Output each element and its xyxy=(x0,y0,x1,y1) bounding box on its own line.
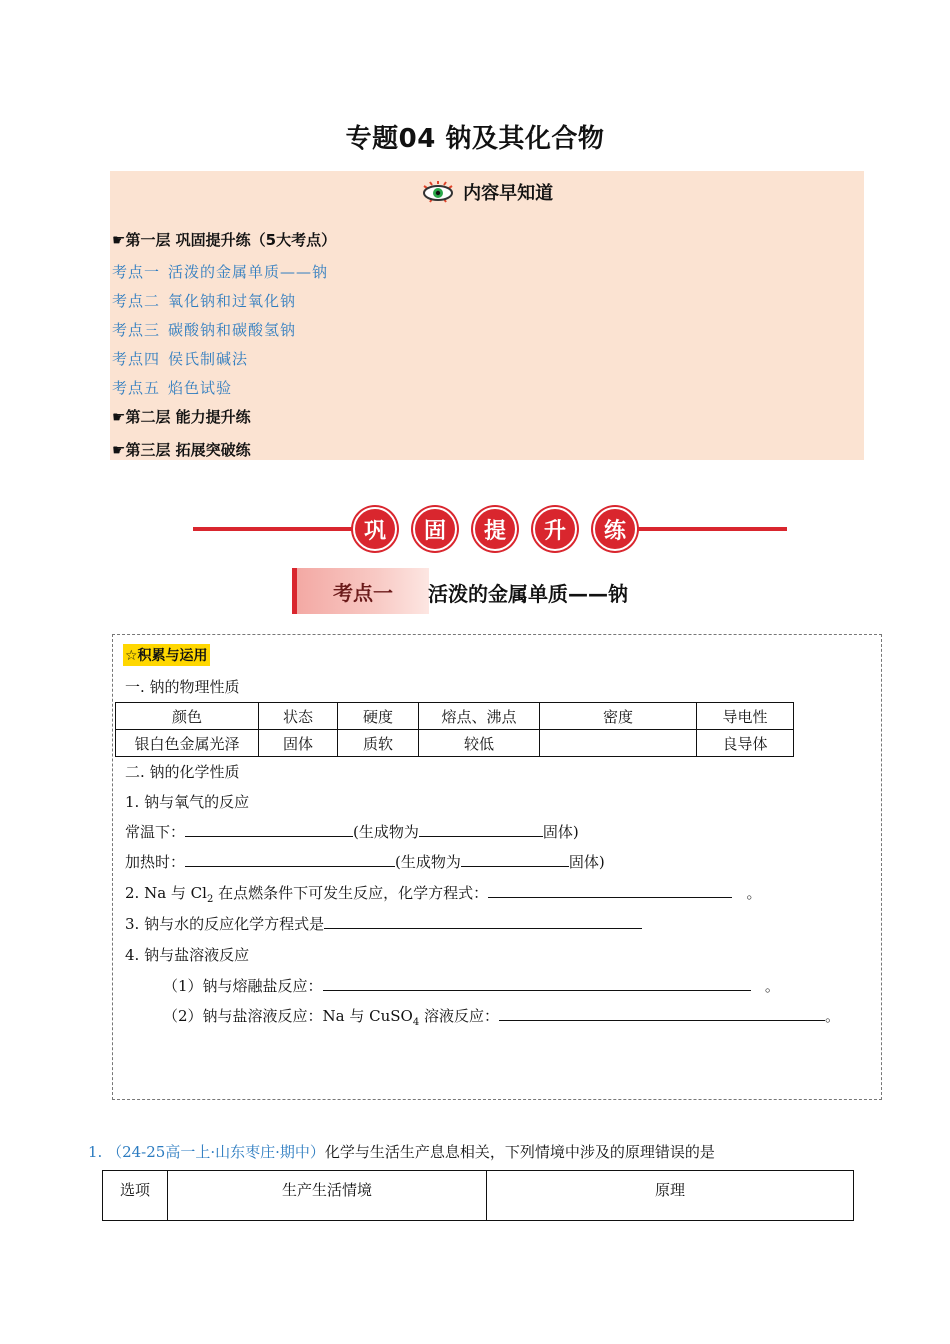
notes-line-1: 1. 钠与氧气的反应 xyxy=(125,793,250,811)
notes-line-chlorine: 2. Na 与 $Cl_2$ 在点燃条件下可发生反应，化学方程式： 。 xyxy=(125,884,762,905)
notes-heading-2: 二. 钠的化学性质 xyxy=(125,763,240,781)
banner-char: 升 xyxy=(533,507,577,551)
toc-item-4[interactable] xyxy=(112,348,256,369)
notes-tag: ☆积累与运用 xyxy=(123,644,210,666)
toc-label: 考点四 xyxy=(112,350,161,368)
notes-line-normal-temp: 常温下： (生成物为 固体) xyxy=(125,823,579,841)
toc-text: 氧化钠和过氧化钠 xyxy=(168,292,297,310)
fill-blank[interactable] xyxy=(185,821,353,837)
table-cell: 银白色金属光泽 xyxy=(116,730,259,757)
toc-text: 侯氏制碱法 xyxy=(168,350,249,368)
table-header: 生产生活情境 xyxy=(168,1171,487,1221)
table-cell: 固体 xyxy=(259,730,338,757)
section-banner xyxy=(193,507,787,551)
table-header: 密度 xyxy=(540,703,697,730)
banner-char: 固 xyxy=(413,507,457,551)
notes-line-heating: 加热时： (生成物为 固体) xyxy=(125,853,605,871)
table-header: 颜色 xyxy=(116,703,259,730)
toc-text: 活泼的金属单质——钠 xyxy=(168,263,329,281)
banner-chars xyxy=(353,507,637,551)
toc-text: 焰色试验 xyxy=(168,379,233,397)
table-header: 硬度 xyxy=(338,703,419,730)
banner-line-left xyxy=(193,527,358,531)
table-cell: 良导体 xyxy=(697,730,794,757)
table-cell: 质软 xyxy=(338,730,419,757)
section-label: 考点一 xyxy=(292,568,429,614)
notes-line-solution: （2）钠与盐溶液反应：Na 与 CuSO$_4$ 溶液反应： 。 xyxy=(163,1007,841,1028)
overview-box xyxy=(110,171,864,460)
toc-item-3[interactable] xyxy=(112,319,304,340)
question-source: （24-25高一上·山东枣庄·期中） xyxy=(107,1143,325,1161)
question-number: 1. xyxy=(88,1143,103,1161)
table-header: 导电性 xyxy=(697,703,794,730)
fill-blank[interactable] xyxy=(461,851,569,867)
banner-char: 提 xyxy=(473,507,517,551)
toc-item-5[interactable] xyxy=(112,377,240,398)
question-text: 化学与生活生产息息相关，下列情境中涉及的原理错误的是 xyxy=(324,1143,715,1161)
fill-blank[interactable] xyxy=(419,821,543,837)
toc-label: 考点二 xyxy=(112,292,161,310)
question-table xyxy=(102,1170,854,1221)
table-cell xyxy=(540,730,697,757)
fill-blank[interactable] xyxy=(488,882,732,898)
fill-blank[interactable] xyxy=(499,1005,825,1021)
table-header: 状态 xyxy=(259,703,338,730)
fill-blank[interactable] xyxy=(323,975,751,991)
notes-line-salt: 4. 钠与盐溶液反应 xyxy=(125,946,250,964)
table-header-row xyxy=(116,703,794,730)
overview-heading xyxy=(110,179,864,209)
toc-label: 考点三 xyxy=(112,321,161,339)
table-header: 原理 xyxy=(487,1171,854,1221)
banner-line-right xyxy=(621,527,787,531)
layer-3: ☛第三层 拓展突破练 xyxy=(112,441,251,459)
toc-item-2[interactable] xyxy=(112,290,304,311)
table-cell: 较低 xyxy=(419,730,540,757)
table-row xyxy=(116,730,794,757)
page-title: 专题04 钠及其化合物 xyxy=(345,124,605,154)
notes-line-water: 3. 钠与水的反应化学方程式是 xyxy=(125,913,642,934)
table-header-row xyxy=(103,1171,854,1221)
notes-heading-1: 一. 钠的物理性质 xyxy=(125,678,240,696)
toc-item-1[interactable] xyxy=(112,261,336,282)
property-table xyxy=(115,702,794,757)
fill-blank[interactable] xyxy=(185,851,395,867)
notes-line-molten: （1）钠与熔融盐反应： 。 xyxy=(163,977,780,995)
table-header: 熔点、沸点 xyxy=(419,703,540,730)
toc-label: 考点五 xyxy=(112,379,161,397)
eye-icon xyxy=(421,180,455,209)
layer-2: ☛第二层 能力提升练 xyxy=(112,408,251,426)
notes-box xyxy=(112,634,882,1100)
banner-char: 巩 xyxy=(353,507,397,551)
overview-heading-text: 内容早知道 xyxy=(463,183,554,204)
question-1 xyxy=(88,1141,715,1162)
layer-1: ☛第一层 巩固提升练（5大考点） xyxy=(112,231,337,249)
table-header: 选项 xyxy=(103,1171,168,1221)
toc-label: 考点一 xyxy=(112,263,161,281)
fill-blank[interactable] xyxy=(324,913,642,929)
section-text: 活泼的金属单质——钠 xyxy=(428,582,628,606)
toc-text: 碳酸钠和碳酸氢钠 xyxy=(168,321,297,339)
banner-char: 练 xyxy=(593,507,637,551)
